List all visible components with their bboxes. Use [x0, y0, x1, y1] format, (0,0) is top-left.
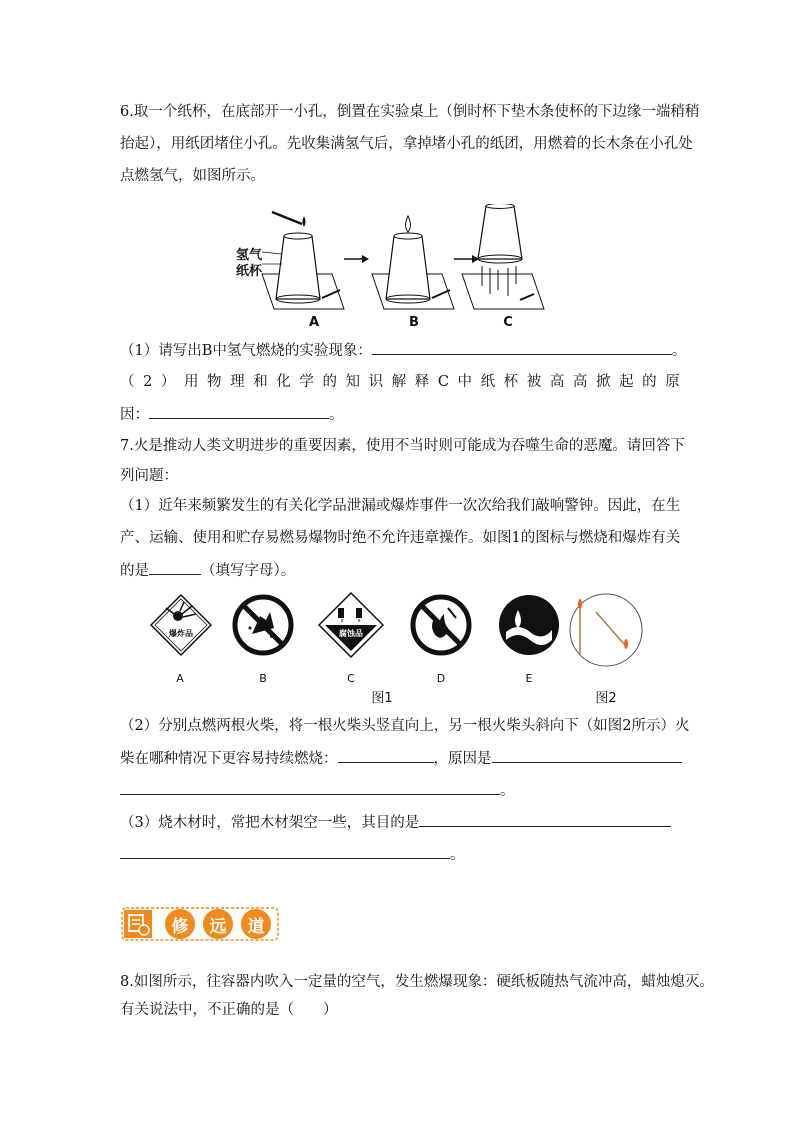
label-hydrogen: 氢气	[236, 248, 263, 263]
section-banner	[120, 904, 280, 944]
q7-p2-line2: 柴在哪种情况下更容易持续燃烧： ，原因是	[120, 748, 682, 769]
icon-label-a: A	[176, 672, 184, 685]
q6-line-3: 点燃氢气，如图所示。	[120, 168, 265, 184]
explosive-sign-icon	[150, 594, 212, 656]
corrosive-sign-icon	[318, 592, 384, 658]
q7-line-2: 列问题：	[120, 468, 178, 484]
q7-p3-line2: 。	[120, 844, 465, 865]
figure-label-b: B	[409, 315, 419, 330]
q7-p1-line3: 的是 （填写字母）。	[120, 560, 295, 581]
two-matches-icon	[568, 592, 644, 668]
q7-p3-line1: （3）烧木材时，常把木材架空一些，其目的是	[120, 812, 671, 833]
no-open-flame-icon	[410, 594, 472, 656]
q8-line-1: 8.如图所示，往容器内吹入一定量的空气，发生燃爆现象：硬纸板随热气流冲高，蜡烛熄灭。	[120, 974, 714, 990]
answer-blank-7-2b[interactable]	[492, 748, 682, 763]
q6-experiment-figure	[232, 204, 562, 334]
figure-label-a: A	[308, 315, 320, 330]
icon-label-c: C	[347, 672, 355, 685]
answer-blank-7-3b[interactable]	[120, 844, 450, 859]
figure-label-c: C	[503, 315, 513, 330]
answer-blank-6-1[interactable]	[372, 340, 672, 355]
no-fireworks-icon	[232, 594, 294, 656]
q7-p1-line2: 产、运输、使用和贮存易燃易爆物时绝不允许违章操作。如图1的图标与燃烧和爆炸有关	[120, 530, 681, 546]
q6-sub2-line1: （ 2 ） 用 物 理 和 化 学 的 知 识 解 释 C 中 纸 杯 被 高 高 掀 起 的 原	[120, 374, 680, 390]
answer-blank-6-2[interactable]	[149, 404, 329, 419]
q6-sub1: （1）请写出B中氢气燃烧的实验现象： 。	[120, 340, 686, 361]
q6-line-1: 6.取一个纸杯，在底部开一小孔，倒置在实验桌上（倒时杯下垫木条使杯的下边缘一端稍稍	[120, 104, 700, 120]
icon-label-e: E	[525, 672, 533, 685]
book-clock-icon	[124, 910, 152, 938]
q7-p2-line1: （2）分别点燃两根火柴，将一根火柴头竖直向上，另一根火柴头斜向下（如图2所示）火	[120, 718, 690, 734]
safety-icons-figure	[140, 592, 680, 704]
answer-blank-7-1[interactable]	[149, 560, 201, 575]
explosive-text: 爆炸品	[169, 629, 193, 638]
q7-line-1: 7.火是推动人类文明进步的重要因素，使用不当时则可能成为吞噬生命的恶魔。请回答下	[120, 438, 685, 454]
banner-char-3: 道	[247, 917, 265, 937]
q7-p1-line1: （1）近年来频繁发生的有关化学品泄漏或爆炸事件一次次给我们敲响警钟。因此，在生	[120, 498, 681, 514]
q6-line-2: 抬起），用纸团堵住小孔。先收集满氢气后，拿掉堵小孔的纸团，用燃着的长木条在小孔处	[120, 136, 693, 152]
water-saving-icon	[496, 592, 562, 658]
q7-p2-line3: 。	[120, 780, 515, 801]
answer-blank-7-2a[interactable]	[338, 748, 434, 763]
figure-2-caption: 图2	[595, 691, 617, 706]
banner-char-1: 修	[171, 917, 189, 937]
banner-char-2: 远	[209, 917, 227, 937]
icon-label-d: D	[436, 672, 446, 685]
corrosive-text: 腐蚀品	[339, 629, 363, 638]
q6-sub2-line2: 因： 。	[120, 404, 344, 425]
q8-line-2: 有关说法中，不正确的是（ ）	[120, 1002, 338, 1018]
icon-label-b: B	[259, 672, 267, 685]
figure-1-caption: 图1	[371, 691, 393, 706]
answer-blank-7-3a[interactable]	[419, 812, 671, 827]
label-paper-cup: 纸杯	[236, 264, 263, 279]
answer-blank-7-2c[interactable]	[120, 780, 500, 795]
